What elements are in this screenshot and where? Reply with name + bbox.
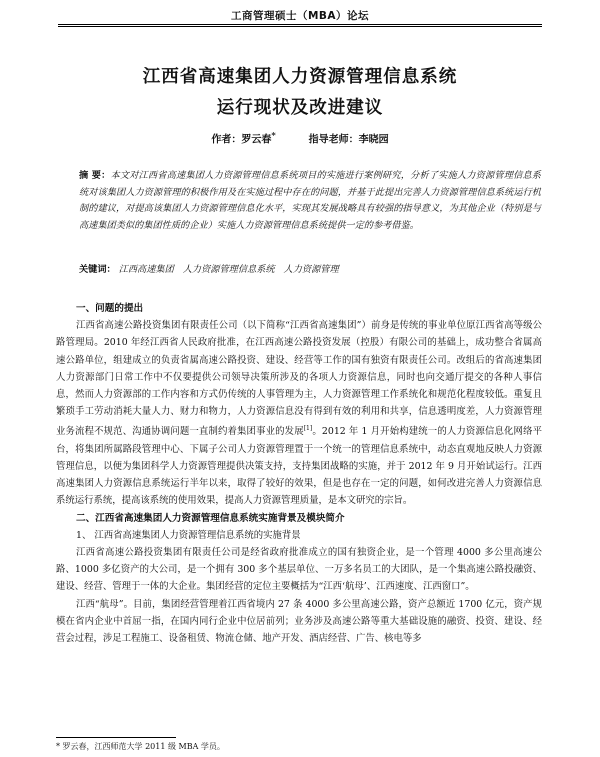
body-text xyxy=(56,300,542,647)
keyword: 人力资源管理信息系统 xyxy=(182,264,275,275)
keyword: 人力资源管理 xyxy=(283,264,339,275)
advisor-name: 李晓园 xyxy=(358,134,389,146)
keywords-label: 关键词： xyxy=(79,264,116,275)
author-label: 作者： xyxy=(211,134,242,146)
running-header: 工商管理硕士（MBA）论坛 xyxy=(230,10,370,22)
advisor-label: 指导老师： xyxy=(308,134,359,146)
section-heading-2: 二、江西省高速集团人力资源管理信息系统实施背景及模块简介 xyxy=(76,512,345,524)
footnote-rule xyxy=(56,737,176,738)
keyword: 江西高速集团 xyxy=(118,264,174,275)
section-heading-1: 一、问题的提出 xyxy=(76,303,144,314)
paragraph-text: 。2012 年 1 月开始构建统一的人力资源信息化网络平台，将集团所属路段管理中心、下属子公司人力资源管理置于一个统一的管理信息系统中，动态直观地反映人力资源管理信息，以便为集团科学人力资源管理提供决策支持，支持集团战略的实施，并于 2012 年 9 月开始试运行。江西高速集团人力资源信息系统运行半年以来，取得了较好的效果，但是也存在一定的问题，如何改进完善人力资源信息系统运行系统，提高该系统的使用效果，提高人力资源管理质量，是本文研究的宗旨。 xyxy=(56,426,542,507)
keywords xyxy=(79,262,541,278)
paper-title-line-2: 运行现状及改进建议 xyxy=(216,98,384,118)
author-name: 罗云春 xyxy=(241,134,272,146)
section-2-paragraph-2: 江西“航母”。目前，集团经营管理着江西省境内 27 条 4000 多公里高速公路，资产总额近 1700 亿元，资产规模在省内企业中首屈一指，在国内同行企业中位居前列；业务涉及高速公路等重大基础设施的融资、投资、建设、经营会过程，涉足工程施工、设备租赁、物流仓储、地产开发、酒店经营、广告、核电等多 xyxy=(56,598,542,644)
footnote: * 罗云春，江西师范大学 2011 级 MBA 学员。 xyxy=(56,742,225,751)
subsection-heading-2-1: 1、 江西省高速集团人力资源管理信息系统的实施背景 xyxy=(76,529,301,541)
byline xyxy=(0,130,600,145)
paper-title-line-1: 江西省高速集团人力资源管理信息系统 xyxy=(142,67,458,87)
header-rule xyxy=(58,24,542,27)
paragraph-text: 江西省高速公路投资集团有限责任公司（以下简称“江西省高速集团”）前身是传统的事业单位原江西省高等级公路管理局。2010 年经江西省人民政府批准，在江西高速公路投资发展（控股）有限公司的基础上，成功整合省属高速公路单位，组建成立的负责省属高速公路投资、建设、经营等工作的国有独资有限责任公司。改组后的省高速集团人力资源部门日常工作中不仅要提供公司领导决策所涉及的各项人力资源信息，同时也向交通厅提交的各种人事信息，然而人力资源部的工作内容和方式仍传统的人事管理为主，人力资源管理工作系统化和规范化程度较低。重复且繁琐手工劳动消耗大量人力、财力和物力，人力资源信息没有得到有效的利用和共享，信息透明度差，人力资源管理业务流程不规范、沟通协调问题一直制约着集团事业的发展 xyxy=(56,320,542,438)
section-2-paragraph-1: 江西省高速公路投资集团有限责任公司是经省政府批准成立的国有独资企业，是一个管理 4000 多公里高速公路、1000 多亿资产的大公司，是一个拥有 300 多个基层单位、一万多名员工的大团队，是一个集高速公路投融资、建设、经营、管理于一体的大企业。集团经营的定位主要概括为“江西‘航母’、江西速度、江西窗口”。 xyxy=(56,546,542,593)
abstract-label: 摘 要： xyxy=(79,170,111,181)
section-1-paragraph xyxy=(56,317,542,509)
author-footnote-mark: * xyxy=(271,130,276,140)
abstract xyxy=(79,168,541,234)
citation-ref: [1] xyxy=(303,425,313,433)
abstract-text: 本文对江西省高速集团人力资源管理信息系统项目的实施进行案例研究，分析了实施人力资源管理信息系统对该集团人力资源管理的积极作用及在实施过程中存在的问题，并基于此提出完善人力资源管理信息系统运行机制的建议，对提高该集团人力资源管理信息化水平，实现其发展战略具有较强的指导意义，为其他企业（特别是与高速集团类似的集团性质的企业）实施人力资源管理信息系统提供一定的参考借鉴。 xyxy=(79,170,541,231)
